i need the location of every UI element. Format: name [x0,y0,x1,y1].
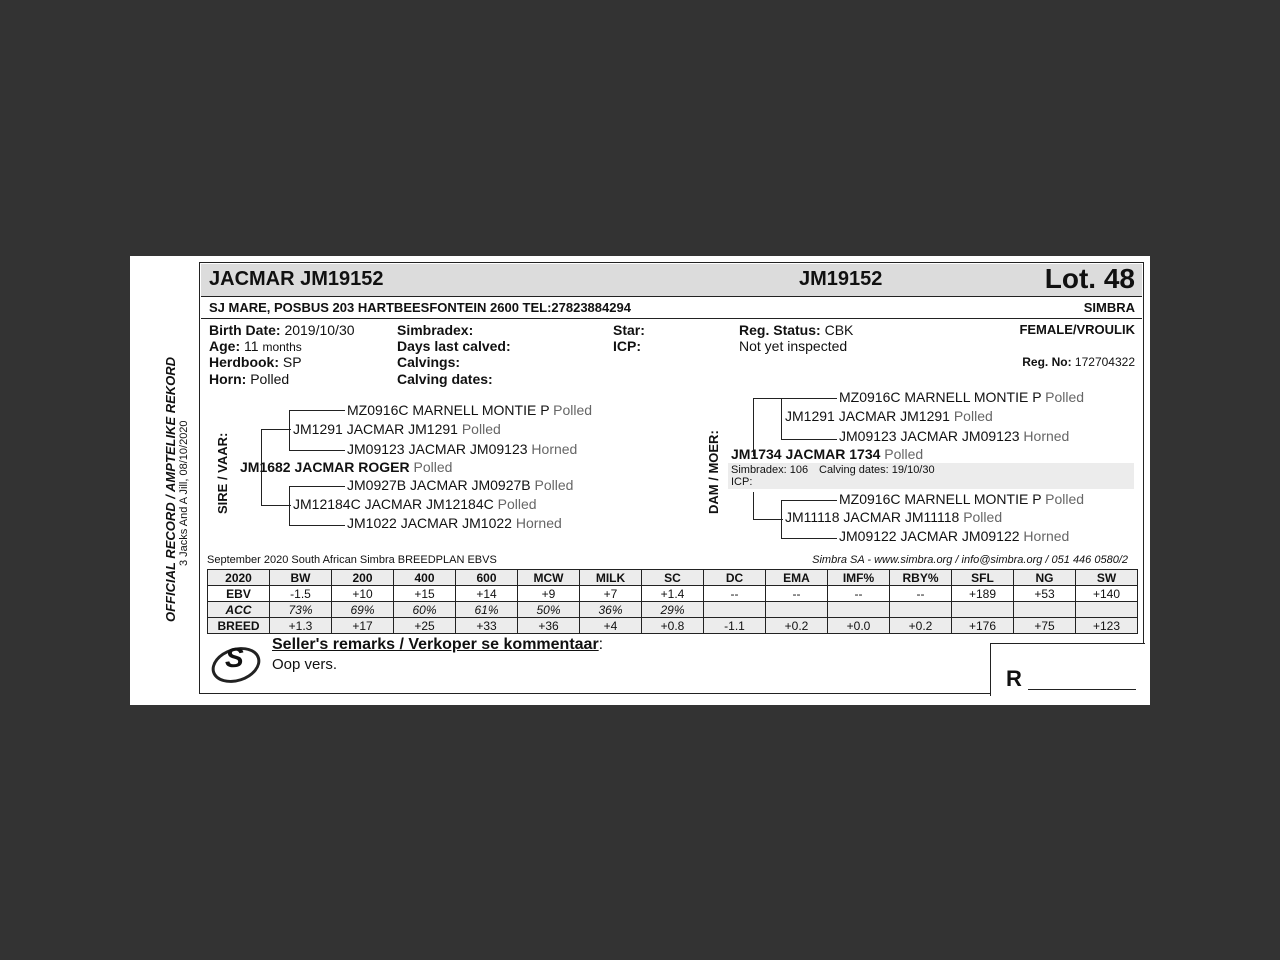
dam-dam-sire: MZ0916C MARNELL MONTIE P Polled [839,491,1085,507]
ebv-cell [828,602,890,618]
breeder-address: SJ MARE, POSBUS 203 HARTBEESFONTEIN 2600 TEL:27823884294 [209,300,631,315]
dam-calving-dates: Calving dates: 19/10/30 [819,464,935,476]
ebv-cell [766,602,828,618]
price-line[interactable] [1028,689,1136,690]
dam-dam: JM11118 JACMAR JM11118 Polled [785,509,1003,525]
star-label: Star: [613,322,645,338]
days-last-calved-label: Days last calved: [397,338,511,354]
ebv-cell: -1.1 [704,618,766,634]
sire-sire-dam: JM09123 JACMAR JM09123 Horned [347,441,578,457]
ebv-cell: -- [704,586,766,602]
ebv-cell: +123 [1076,618,1138,634]
ebv-cell: +140 [1076,586,1138,602]
ebv-cell [704,602,766,618]
ebv-header-cell: EMA [766,570,828,586]
ebv-cell [890,602,952,618]
ebv-header-cell: NG [1014,570,1076,586]
dam-sire-dam: JM09123 JACMAR JM09123 Horned [839,428,1070,444]
ebv-cell [1014,602,1076,618]
ebv-cell: -- [828,586,890,602]
dam-simbradex: Simbradex: 106 [731,464,809,476]
animal-id: JM19152 [799,268,883,290]
ebv-cell: 29% [642,602,704,618]
ebv-cell: +17 [332,618,394,634]
ebv-cell: +33 [456,618,518,634]
sire-dam-sire: JM0927B JACMAR JM0927B Polled [347,477,574,493]
ebv-cell: +75 [1014,618,1076,634]
ebv-cell: +15 [394,586,456,602]
ebv-cell: +36 [518,618,580,634]
icp-label: ICP: [613,338,641,354]
ebv-cell: +53 [1014,586,1076,602]
ebv-cell: +0.8 [642,618,704,634]
simbra-logo-letter: S [225,642,244,673]
ebv-cell: +25 [394,618,456,634]
sire-dam: JM12184C JACMAR JM12184C Polled [293,496,537,512]
ebv-cell: +1.3 [270,618,332,634]
ebv-cell [1076,602,1138,618]
ebv-cell: +176 [952,618,1014,634]
dam-sire-sire: MZ0916C MARNELL MONTIE P Polled [839,389,1085,405]
ebv-cell: +0.2 [766,618,828,634]
ebv-cell: 36% [580,602,642,618]
horn-row: Horn: Polled [209,371,290,387]
ebv-row [208,586,1138,602]
sire-dam-dam: JM1022 JACMAR JM1022 Horned [347,515,562,531]
sire-sire-sire: MZ0916C MARNELL MONTIE P Polled [347,402,593,418]
ebv-header-cell: SFL [952,570,1014,586]
dam-icp: ICP: [731,476,753,488]
lot-card [130,256,1150,705]
ebv-cell: 50% [518,602,580,618]
ebv-header-cell: SC [642,570,704,586]
ebv-row [208,618,1138,634]
ebv-header-cell: 2020 [208,570,270,586]
ebv-row-label: BREED [208,618,270,634]
ebv-header-cell: IMF% [828,570,890,586]
ebv-cell: 61% [456,602,518,618]
lot-number: Lot. 48 [1044,263,1135,294]
official-record-label: OFFICIAL RECORD / AMPTELIKE REKORD [163,356,178,622]
ebv-header-cell: 200 [332,570,394,586]
reg-status-row: Reg. Status: CBK [739,322,854,338]
herdbook-row: Herdbook: SP [209,354,302,370]
ebv-cell: +0.2 [890,618,952,634]
inspection-status: Not yet inspected [739,338,848,354]
ebv-cell: 73% [270,602,332,618]
ebv-caption: September 2020 South African Simbra BREEDPLAN EBVS [207,554,497,566]
breed-name: SIMBRA [1083,300,1135,315]
ebv-cell: +10 [332,586,394,602]
ebv-cell: -1.5 [270,586,332,602]
ebv-header-cell: MCW [518,570,580,586]
dam-name: JM1734 JACMAR 1734 Polled [731,446,924,462]
ebv-header-cell: 600 [456,570,518,586]
animal-name: JACMAR JM19152 [209,268,384,290]
remarks-text: Oop vers. [272,656,338,673]
dam-section-label: DAM / MOER: [706,430,721,514]
ebv-cell: +14 [456,586,518,602]
ebv-cell: +4 [580,618,642,634]
ebv-cell: +9 [518,586,580,602]
sire-section-label: SIRE / VAAR: [215,432,230,514]
dam-sire: JM1291 JACMAR JM1291 Polled [785,408,993,424]
age-row: Age: 11 months [209,338,302,354]
owner-label: 3 Jacks And A Jill, 08/10/2020 [178,420,190,566]
calving-dates-label: Calving dates: [397,371,493,387]
remarks-title: Seller's remarks / Verkoper se kommentaar: [272,636,604,653]
ebv-cell: +189 [952,586,1014,602]
simbradex-label: Simbradex: [397,322,474,338]
ebv-row-label: EBV [208,586,270,602]
ebv-header-cell: SW [1076,570,1138,586]
ebv-header-cell: RBY% [890,570,952,586]
sire-sire: JM1291 JACMAR JM1291 Polled [293,421,501,437]
ebv-cell: +1.4 [642,586,704,602]
ebv-header-cell: 400 [394,570,456,586]
ebv-cell: +7 [580,586,642,602]
ebv-cell: 69% [332,602,394,618]
ebv-cell: +0.0 [828,618,890,634]
ebv-row [208,602,1138,618]
ebv-cell [952,602,1014,618]
ebv-cell: 60% [394,602,456,618]
dam-dam-lower-bracket [753,492,783,520]
sex-label: FEMALE/VROULIK [1019,322,1135,337]
price-currency: R [1006,666,1022,691]
ebv-header-row [208,570,1138,586]
ebv-table [207,569,1138,634]
ebv-header-cell: DC [704,570,766,586]
reg-no-row: Reg. No: 172704322 [1022,355,1135,369]
birth-date-row: Birth Date: 2019/10/30 [209,322,355,338]
breeder-divider [201,318,1142,319]
ebv-header-cell: MILK [580,570,642,586]
calvings-label: Calvings: [397,354,461,370]
ebv-source: Simbra SA - www.simbra.org / info@simbra.org / 051 446 0580/2 [812,554,1128,566]
ebv-row-label: ACC [208,602,270,618]
ebv-cell: -- [766,586,828,602]
sire-name: JM1682 JACMAR ROGER Polled [240,459,453,475]
ebv-header-cell: BW [270,570,332,586]
ebv-cell: -- [890,586,952,602]
dam-dam-dam: JM09122 JACMAR JM09122 Horned [839,528,1070,544]
